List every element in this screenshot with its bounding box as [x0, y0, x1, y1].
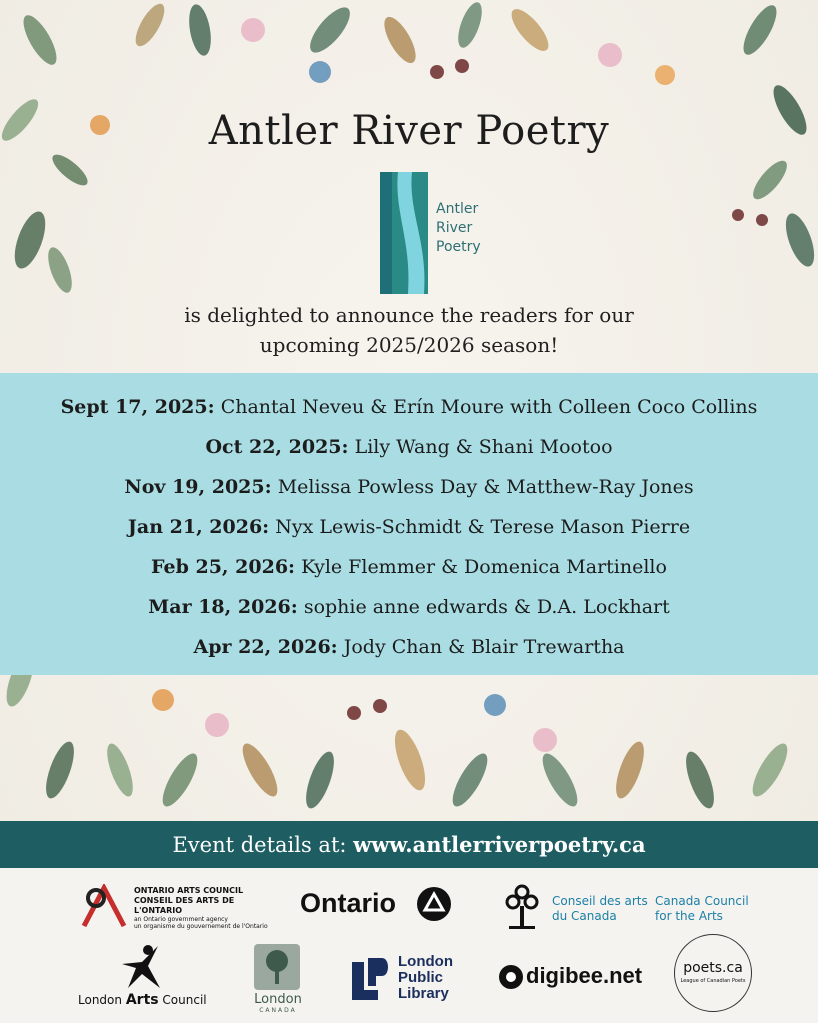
event-date: Nov 19, 2025: — [124, 476, 272, 498]
oac-logo-icon — [80, 884, 128, 928]
announce-line1: is delighted to announce the readers for our — [184, 303, 634, 327]
city-of-london — [250, 992, 306, 1014]
schedule-row — [0, 552, 818, 592]
oac-logo — [134, 886, 274, 930]
lac-suffix: Council — [162, 993, 207, 1007]
lac-prefix: London — [78, 993, 122, 1007]
event-date: Apr 22, 2026: — [193, 636, 338, 658]
schedule-row — [0, 472, 818, 512]
london-arts-council — [78, 992, 207, 1008]
schedule-row — [0, 432, 818, 472]
london-public-library — [398, 954, 453, 1002]
lpl-line2: Public — [398, 969, 444, 986]
event-date: Oct 22, 2025: — [205, 436, 349, 458]
cc-en-line1: Canada Council — [655, 894, 749, 908]
event-details-label: Event details at: — [172, 833, 347, 857]
logo-text-line3: Poetry — [436, 239, 481, 255]
logo-wordmark — [436, 200, 481, 257]
event-readers: Chantal Neveu & Erín Moure with Colleen Coco Collins — [220, 396, 758, 418]
event-details-bar — [0, 821, 818, 868]
event-date: Mar 18, 2026: — [148, 596, 298, 618]
lac-bold: Arts — [125, 992, 159, 1008]
event-readers: Melissa Powless Day & Matthew-Ray Jones — [277, 476, 694, 498]
trillium-icon — [416, 886, 452, 922]
announcement — [0, 300, 818, 360]
schedule-row — [0, 592, 818, 632]
logo-text-line2: River — [436, 220, 473, 236]
event-readers: Kyle Flemmer & Domenica Martinello — [301, 556, 667, 578]
tree-icon — [254, 944, 300, 990]
star-figure-icon — [118, 944, 166, 990]
event-readers: Nyx Lewis-Schmidt & Terese Mason Pierre — [275, 516, 691, 538]
poets-ca-text: poets.ca — [683, 960, 743, 976]
city-canada-text: CANADA — [259, 1007, 297, 1014]
lpl-line3: Library — [398, 985, 449, 1002]
cc-fr-line1: Conseil des arts — [552, 894, 648, 908]
canada-council-en — [655, 894, 749, 924]
cc-fr-line2: du Canada — [552, 909, 617, 923]
website-link[interactable]: www.antlerriverpoetry.ca — [353, 832, 646, 857]
poster-title: Antler River Poetry — [208, 108, 610, 154]
ontario-wordmark: Ontario — [300, 888, 397, 918]
lpl-line1: London — [398, 953, 453, 970]
city-london-text: London — [254, 992, 302, 1007]
sponsor-logos — [0, 868, 818, 1023]
schedule-row — [0, 392, 818, 432]
oac-line3: an Ontario government agency — [134, 916, 228, 923]
logo-text-line1: Antler — [436, 201, 479, 217]
announce-line2: upcoming 2025/2026 season! — [259, 333, 559, 357]
event-date: Sept 17, 2025: — [60, 396, 215, 418]
schedule-row — [0, 632, 818, 672]
event-readers: Lily Wang & Shani Mootoo — [354, 436, 613, 458]
event-readers: sophie anne edwards & D.A. Lockhart — [303, 596, 670, 618]
canada-council-fr — [552, 894, 648, 924]
library-icon — [350, 956, 392, 1002]
schedule-row — [0, 512, 818, 552]
reading-schedule — [0, 392, 818, 672]
oac-line1: ONTARIO ARTS COUNCIL — [134, 886, 244, 895]
cc-en-line2: for the Arts — [655, 909, 723, 923]
poets-ca-subtext: League of Canadian Poets — [680, 978, 746, 984]
event-date: Feb 25, 2026: — [151, 556, 296, 578]
oac-line2: CONSEIL DES ARTS DE L'ONTARIO — [134, 896, 235, 915]
oac-line4: un organisme du gouvernement de l'Ontario — [134, 923, 268, 930]
event-readers: Jody Chan & Blair Trewartha — [343, 636, 625, 658]
canada-council-tree-icon — [503, 884, 541, 930]
bee-icon — [498, 964, 524, 990]
event-date: Jan 21, 2026: — [127, 516, 270, 538]
digibee-wordmark: digibee.net — [526, 963, 643, 988]
